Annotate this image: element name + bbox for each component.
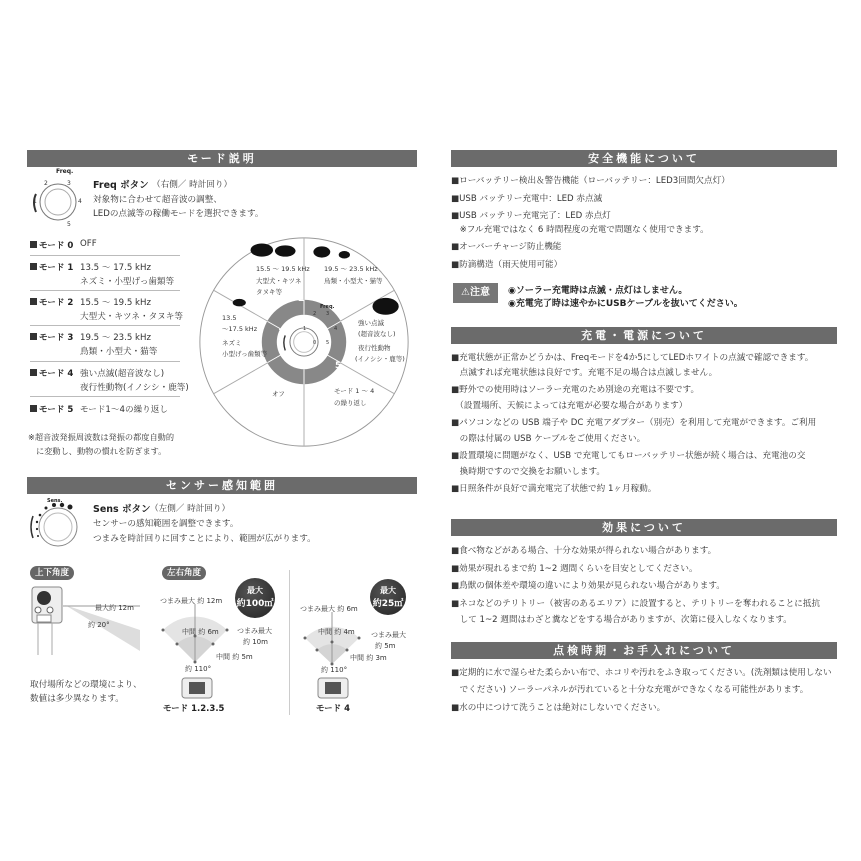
modeA-side-max: つまみ最大 (237, 627, 272, 635)
mode-desc: 鳥類・小型犬・猫等 (80, 347, 158, 357)
mode-desc: ネズミ・小型げっ歯類等 (80, 277, 175, 287)
maintenance-line: でください) ソーラーパネルが汚れていると十分な充電ができなくなる可能性があります。 (451, 685, 809, 695)
modeB-max-area-badge: 最大 約25㎡ (370, 579, 406, 615)
mode-name: モード 2 (30, 296, 73, 308)
ring-number-5: 5 (335, 361, 342, 371)
wheel-center-label: Freq. (320, 304, 335, 310)
frequency-note-1: ※超音波発振周波数は発振の都度自動的 (28, 432, 175, 442)
charging-line: （設置場所、天候によっては充電が必要な場合があります） (451, 401, 688, 411)
charging-line: ■充電状態が正常かどうかは、Freqモードを4か5にしてLEDホワイトの点滅で確認できます。 (451, 353, 814, 363)
safety-item: ■USB バッテリー充電完了：LED 赤点灯 (451, 211, 611, 221)
device-icon (181, 677, 213, 699)
mode-desc: OFF (80, 239, 97, 249)
seg1-animals: 小型げっ歯類等 (222, 350, 268, 358)
freq-knob-label: Freq. (56, 168, 74, 175)
mode-desc: 強い点滅(超音波なし) (80, 369, 165, 379)
charging-section-header: 充電・電源について (451, 327, 837, 344)
freq-desc-2: LEDの点滅等の稼働モードを選択できます。 (93, 209, 264, 219)
wheel-center-number: 1 (303, 326, 307, 332)
mode-name: モード 4 (30, 367, 73, 379)
mode-row (30, 326, 180, 362)
mode-name: モード 0 (30, 239, 73, 251)
seg5-text: の繰り返し (334, 399, 367, 407)
device-icon (317, 677, 349, 699)
seg4-text: 強い点滅 (358, 319, 384, 327)
seg2-animals: 大型犬・キツネ (256, 277, 302, 285)
safety-item: ■防滴構造（雨天使用可能） (451, 260, 563, 270)
caution-badge: ⚠注意 (453, 283, 498, 303)
knob-num: 1 (33, 198, 37, 205)
seg0-text: オフ (272, 390, 285, 398)
caution-text: ◉ソーラー充電時は点滅・点灯はしません。 (508, 286, 688, 296)
modeA-max-area-badge: 最大 約100㎡ (235, 578, 275, 618)
safety-item: ※フル充電ではなく 6 時間程度の充電で問題なく使用できます。 (451, 225, 709, 235)
mode-name: モード 5 (30, 403, 73, 415)
wheel-center-number: 4 (334, 326, 338, 332)
charging-line: の際は付属の USB ケーブルをご使用ください。 (451, 434, 646, 444)
vertical-angle-diagram (30, 585, 140, 655)
sens-desc-1: センサーの感知範囲を調整できます。 (93, 519, 239, 529)
mode-row (30, 397, 180, 419)
wheel-center-number: 5 (326, 340, 330, 346)
modeB-mid-range: 中間 約 4m (318, 628, 355, 636)
mode-row (30, 236, 180, 256)
knob-num: 4 (78, 198, 82, 205)
knob-num: 5 (67, 221, 71, 228)
modeB-side-max: つまみ最大 (371, 631, 406, 639)
modeB-caption: モード 4 (316, 704, 351, 714)
mode-desc: モード1～4の繰り返し (80, 405, 168, 415)
wheel-center-number: 3 (326, 311, 330, 317)
mode-desc: 13.5 ～ 17.5 kHz (80, 263, 152, 273)
seg1-freq: 13.5 (222, 314, 237, 322)
safety-item: ■ローバッテリー検出＆警告機能（ローバッテリー：LED3回間欠点灯） (451, 176, 730, 186)
knob-num: 3 (67, 180, 71, 187)
seg4-text: (イノシシ・鹿等) (355, 355, 405, 363)
seg1-animals: ネズミ (222, 339, 242, 347)
seg2-animals: タヌキ等 (256, 288, 282, 296)
warning-icon: ⚠ (461, 287, 470, 298)
vertical-angle-value: 約 20° (88, 621, 110, 629)
seg1-freq: ～17.5 kHz (222, 325, 258, 333)
environment-note-2: 数値は多少異なります。 (30, 694, 124, 704)
seg2-freq: 15.5 ～ 19.5 kHz (256, 265, 310, 273)
caution-text: ◉充電完了時は速やかにUSBケーブルを抜いてください。 (508, 299, 743, 309)
charging-line: 換時期ですので交換をお願いします。 (451, 467, 606, 477)
freq-desc-1: 対象物に合わせて超音波の調整、 (93, 195, 222, 205)
sens-button-sub: （左側／ 時計回り） (150, 504, 231, 514)
modeB-side-mid: 中間 約 3m (350, 654, 387, 662)
seg5-text: モード 1 ～ 4 (334, 387, 375, 395)
maintenance-line: ■水の中につけて洗うことは絶対にしないでください。 (451, 703, 666, 713)
modeB-top-range: つまみ最大 約 6m (300, 605, 358, 613)
freq-button-sub: （右側／ 時計回り） (152, 180, 233, 190)
modeA-top-range: つまみ最大 約 12m (160, 597, 223, 605)
charging-line: ■野外での使用時はソーラー充電のため別途の充電は不要です。 (451, 385, 700, 395)
safety-item: ■USB バッテリー充電中：LED 赤点滅 (451, 194, 603, 204)
effect-line: ■鳥獣の個体差や環境の違いにより効果が見られない場合があります。 (451, 581, 725, 591)
mode-desc: 夜行性動物(イノシシ・鹿等) (80, 383, 189, 393)
wheel-center-number: 0 (313, 340, 317, 346)
sens-knob-icon (28, 500, 84, 550)
divider (289, 570, 290, 715)
seg3-freq: 19.5 ～ 23.5 kHz (324, 265, 378, 273)
maintenance-section-header: 点検時期・お手入れについて (451, 642, 837, 659)
frequency-note-2: に変動し、動物の慣れを防ぎます。 (36, 446, 167, 456)
knob-num: 2 (44, 180, 48, 187)
vertical-angle-pill: 上下角度 (30, 566, 74, 580)
effect-line: ■食べ物などがある場合、十分な効果が得られない場合があります。 (451, 546, 717, 556)
boar-icon (372, 298, 398, 315)
crow-icon (339, 251, 350, 259)
environment-note-1: 取付場所などの環境により、 (30, 680, 142, 690)
vertical-max-range: 最大約 12m (95, 604, 134, 612)
sens-knob-label: Sens. (47, 498, 63, 504)
mode-desc: 15.5 ～ 19.5 kHz (80, 298, 152, 308)
mouse-icon (233, 299, 246, 307)
fox-small-icon (313, 246, 330, 257)
seg3-animals: 鳥類・小型犬・猫等 (324, 277, 383, 285)
mode-row (30, 291, 183, 326)
mode-desc: 大型犬・キツネ・タヌキ等 (80, 312, 183, 322)
modeB-angle: 約 110° (321, 666, 348, 674)
effect-line: ■ネコなどのテリトリー（被害のあるエリア）に設置すると、テリトリーを奪われることに抵抗 (451, 599, 821, 609)
freq-button-title: Freq ボタン (93, 180, 149, 191)
charging-line: ■設置環境に問題がなく、USB で充電してもローバッテリー状態が続く場合は、充電池の交 (451, 451, 806, 461)
mode-row (30, 256, 180, 291)
horizontal-angle-pill: 左右角度 (162, 566, 206, 580)
modeA-mid-range: 中間 約 6m (182, 628, 219, 636)
safety-section-header: 安全機能について (451, 150, 837, 167)
mode-section-header: モード説明 (27, 150, 417, 167)
effect-line: して 1~2 週間はわざと糞などをする場合がありますが、次第に侵入しなくなります。 (451, 615, 792, 625)
mode-row (30, 362, 189, 397)
wheel-center-number: 2 (313, 311, 317, 317)
ring-number-0: 0 (299, 361, 306, 371)
modeA-caption: モード 1.2.3.5 (163, 704, 225, 714)
ring-number-2: 2 (298, 294, 305, 304)
modeB-side-max: 約 5m (375, 642, 396, 650)
charging-line: 点滅すれば充電状態は良好です。充電不足の場合は点滅しません。 (451, 368, 718, 378)
raccoon-dog-icon (251, 244, 274, 257)
safety-item: ■オーバーチャージ防止機能 (451, 242, 562, 252)
ring-number-3: 3 (336, 294, 343, 304)
charging-line: ■日照条件が良好で満充電完了状態で約 1ヶ月稼動。 (451, 484, 657, 494)
charging-line: ■パソコンなどの USB 端子や DC 充電アダプター（別売）を利用して充電ができます。ご利用 (451, 418, 817, 428)
modeA-side-max: 約 10m (243, 638, 268, 646)
fox-icon (275, 245, 296, 256)
mode-name: モード 1 (30, 261, 73, 273)
mode-desc: 19.5 ～ 23.5 kHz (80, 333, 152, 343)
ring-number-4: 4 (318, 328, 325, 338)
effect-line: ■効果が現れるまで約 1~2 週間くらいを目安としてください。 (451, 564, 698, 574)
ring-number-1: 1 (278, 328, 285, 338)
seg4-text: 夜行性動物 (358, 344, 391, 352)
modeA-angle: 約 110° (185, 665, 212, 673)
sens-desc-2: つまみを時計回りに回すことにより、範囲が広がります。 (93, 534, 316, 544)
seg4-text: (超音波なし) (358, 330, 396, 338)
maintenance-line: ■定期的に水で湿らせた柔らかい布で、ホコリや汚れをふき取ってください。(洗剤類は使用しない (451, 668, 832, 678)
sensor-section-header: センサー感知範囲 (27, 477, 417, 494)
effect-section-header: 効果について (451, 519, 837, 536)
mode-name: モード 3 (30, 331, 73, 343)
sens-button-title: Sens ボタン (93, 504, 151, 515)
modeA-side-mid: 中間 約 5m (216, 653, 253, 661)
